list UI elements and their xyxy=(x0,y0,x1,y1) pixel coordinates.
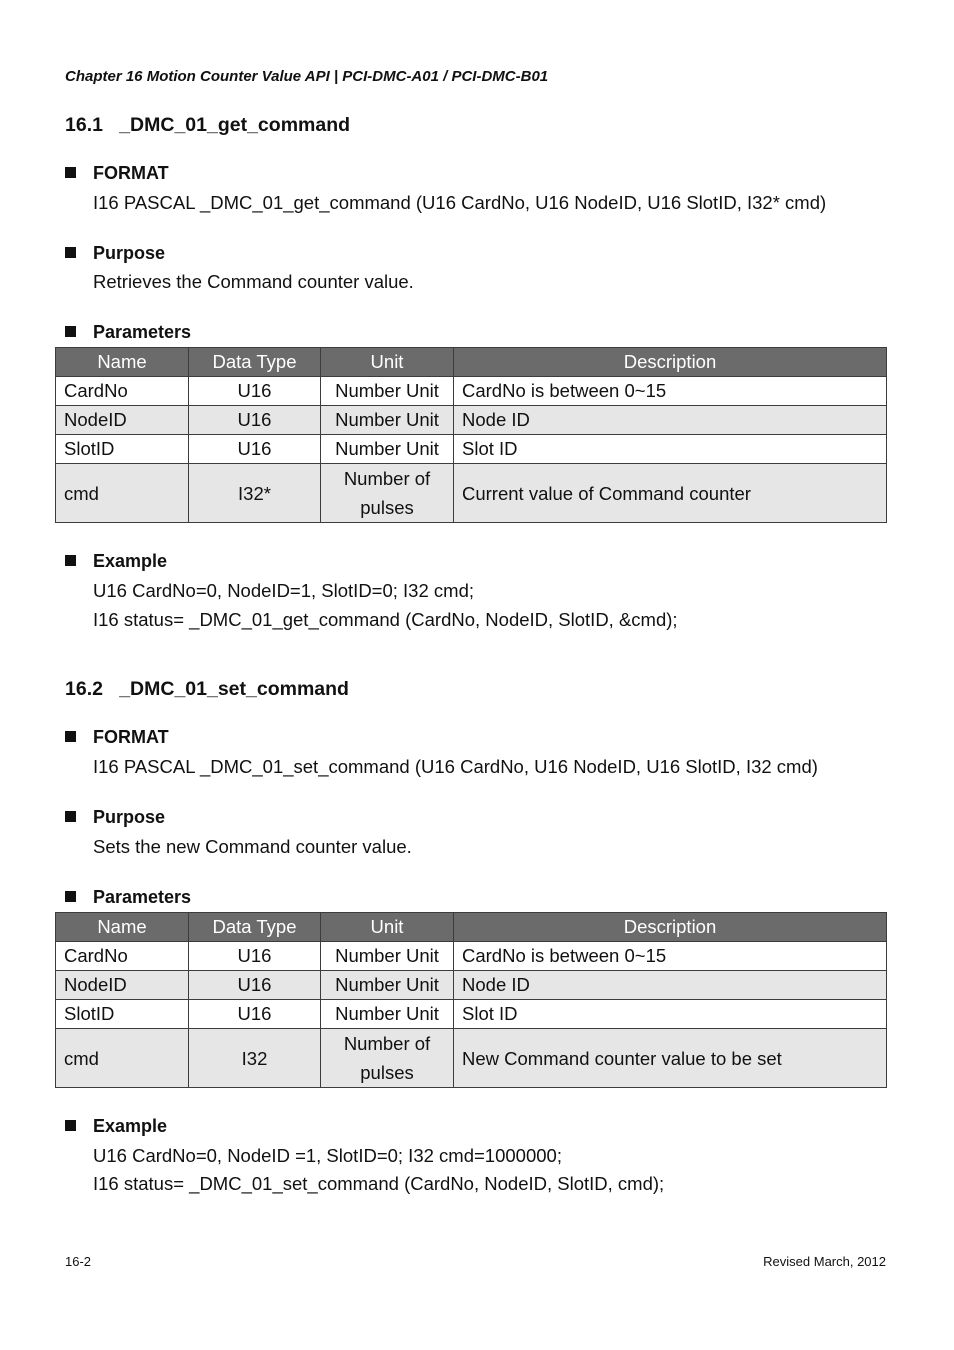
column-header: Name xyxy=(56,913,189,942)
param-type: U16 xyxy=(189,942,321,971)
param-description: CardNo is between 0~15 xyxy=(454,942,887,971)
column-header: Data Type xyxy=(189,913,321,942)
table-row xyxy=(56,464,887,523)
param-description: Current value of Command counter xyxy=(454,464,887,523)
param-type: I32* xyxy=(189,464,321,523)
column-header: Unit xyxy=(321,913,454,942)
param-description: Node ID xyxy=(454,971,887,1000)
example-code-line: I16 status= _DMC_01_get_command (CardNo, NodeID, SlotID, &cmd); xyxy=(93,609,678,630)
param-unit: Number Unit xyxy=(321,971,454,1000)
param-description: New Command counter value to be set xyxy=(454,1029,887,1088)
param-unit: Number of pulses xyxy=(321,464,454,523)
example-heading: Example xyxy=(65,551,167,572)
parameters-table xyxy=(55,347,887,523)
param-name: SlotID xyxy=(56,1000,189,1029)
bullet-square-icon xyxy=(65,167,76,178)
param-name: CardNo xyxy=(56,377,189,406)
bullet-square-icon xyxy=(65,811,76,822)
param-type: U16 xyxy=(189,377,321,406)
column-header: Description xyxy=(454,348,887,377)
revision-date: Revised March, 2012 xyxy=(763,1254,886,1269)
parameters-heading: Parameters xyxy=(65,887,191,908)
section-title-set-command: 16.2 _DMC_01_set_command xyxy=(65,678,349,700)
example-code-line: U16 CardNo=0, NodeID=1, SlotID=0; I32 cmd; xyxy=(93,580,474,601)
param-unit: Number Unit xyxy=(321,377,454,406)
parameters-heading: Parameters xyxy=(65,322,191,343)
param-name: cmd xyxy=(56,1029,189,1088)
section-title-get-command: 16.1 _DMC_01_get_command xyxy=(65,114,351,136)
purpose-heading: Purpose xyxy=(65,243,165,264)
param-name: CardNo xyxy=(56,942,189,971)
example-code-line: I16 status= _DMC_01_set_command (CardNo, NodeID, SlotID, cmd); xyxy=(93,1173,665,1194)
param-unit: Number Unit xyxy=(321,1000,454,1029)
bullet-square-icon xyxy=(65,247,76,258)
table-row xyxy=(56,971,887,1000)
param-description: Slot ID xyxy=(454,1000,887,1029)
param-type: U16 xyxy=(189,435,321,464)
table-row xyxy=(56,377,887,406)
table-row xyxy=(56,942,887,971)
param-name: NodeID xyxy=(56,971,189,1000)
param-description: Node ID xyxy=(454,406,887,435)
param-unit: Number Unit xyxy=(321,406,454,435)
bullet-square-icon xyxy=(65,555,76,566)
format-signature: I16 PASCAL _DMC_01_set_command (U16 CardNo, U16 NodeID, U16 SlotID, I32 cmd) xyxy=(93,756,818,777)
purpose-text: Retrieves the Command counter value. xyxy=(93,271,414,292)
parameters-table xyxy=(55,912,887,1088)
param-type: U16 xyxy=(189,1000,321,1029)
example-code-line: U16 CardNo=0, NodeID =1, SlotID=0; I32 cmd=1000000; xyxy=(93,1145,562,1166)
param-description: CardNo is between 0~15 xyxy=(454,377,887,406)
bullet-square-icon xyxy=(65,891,76,902)
param-unit: Number of pulses xyxy=(321,1029,454,1088)
purpose-heading: Purpose xyxy=(65,807,165,828)
example-heading: Example xyxy=(65,1116,167,1137)
param-name: SlotID xyxy=(56,435,189,464)
table-row xyxy=(56,1000,887,1029)
column-header: Description xyxy=(454,913,887,942)
param-name: NodeID xyxy=(56,406,189,435)
table-row xyxy=(56,435,887,464)
param-description: Slot ID xyxy=(454,435,887,464)
param-name: cmd xyxy=(56,464,189,523)
chapter-header: Chapter 16 Motion Counter Value API | PCI-DMC-A01 / PCI-DMC-B01 xyxy=(65,68,549,85)
table-row xyxy=(56,406,887,435)
table-header-row xyxy=(56,348,887,377)
purpose-text: Sets the new Command counter value. xyxy=(93,836,412,857)
format-heading: FORMAT xyxy=(65,727,169,748)
bullet-square-icon xyxy=(65,731,76,742)
table-row xyxy=(56,1029,887,1088)
format-signature: I16 PASCAL _DMC_01_get_command (U16 CardNo, U16 NodeID, U16 SlotID, I32* cmd) xyxy=(93,192,827,213)
bullet-square-icon xyxy=(65,1120,76,1131)
format-heading: FORMAT xyxy=(65,163,169,184)
column-header: Name xyxy=(56,348,189,377)
bullet-square-icon xyxy=(65,326,76,337)
column-header: Unit xyxy=(321,348,454,377)
param-unit: Number Unit xyxy=(321,942,454,971)
table-header-row xyxy=(56,913,887,942)
page-number: 16-2 xyxy=(65,1254,92,1269)
param-unit: Number Unit xyxy=(321,435,454,464)
param-type: I32 xyxy=(189,1029,321,1088)
param-type: U16 xyxy=(189,406,321,435)
column-header: Data Type xyxy=(189,348,321,377)
param-type: U16 xyxy=(189,971,321,1000)
